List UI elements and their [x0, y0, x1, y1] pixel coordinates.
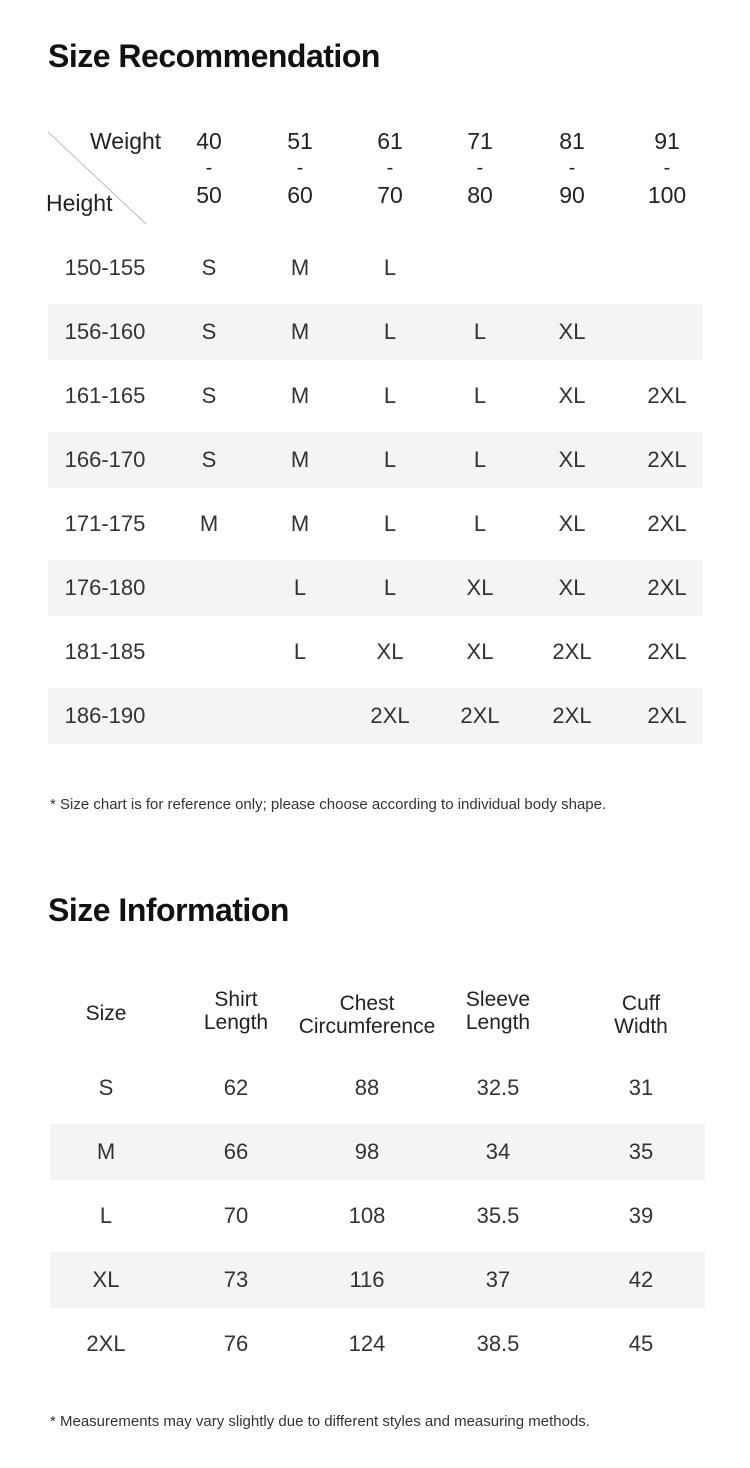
measurement-cell: 116 — [349, 1267, 385, 1292]
size-cell: 2XL — [370, 703, 410, 728]
size-cell: 2XL — [460, 703, 500, 728]
info-header-row — [50, 980, 705, 1060]
measurement-cell: 38.5 — [476, 1331, 520, 1356]
measurement-cell: 108 — [348, 1203, 386, 1228]
size-information-title: Size Information — [48, 892, 289, 928]
size-cell: L — [383, 319, 397, 344]
weight-range-to: 70 — [377, 182, 403, 208]
size-cell — [164, 688, 254, 744]
size-cell: 2XL — [552, 703, 592, 728]
size-label-cell: 2XL — [86, 1331, 126, 1356]
rec-row — [48, 432, 703, 488]
weight-range-dash: - — [476, 157, 484, 179]
header-size — [50, 1002, 162, 1025]
weight-range-header — [265, 128, 335, 209]
measurement-cell: 62 — [223, 1075, 249, 1100]
measurement-cell: 76 — [223, 1331, 249, 1356]
size-cell: XL — [558, 575, 586, 600]
rec-row — [48, 368, 703, 424]
size-cell: XL — [558, 447, 586, 472]
measurement-cell: 98 — [354, 1139, 380, 1164]
size-cell — [435, 240, 525, 296]
size-cell: S — [201, 383, 217, 408]
weight-label: Weight — [90, 128, 162, 154]
rec-row — [48, 496, 703, 552]
rec-row — [48, 624, 703, 680]
measurement-cell: 70 — [223, 1203, 249, 1228]
height-range-cell: 150-155 — [64, 255, 146, 280]
rec-row — [48, 240, 703, 296]
measurement-cell: 31 — [628, 1075, 654, 1100]
weight-range-to: 90 — [559, 182, 585, 208]
header-line: Length — [465, 1011, 531, 1034]
info-row — [50, 1060, 705, 1116]
reference-note: * Size chart is for reference only; please choose according to individual body shape. — [50, 796, 607, 813]
size-cell: 2XL — [647, 383, 687, 408]
weight-range-from: 81 — [559, 128, 585, 154]
measurement-cell: 73 — [223, 1267, 249, 1292]
size-cell: 2XL — [552, 639, 592, 664]
size-recommendation-table — [48, 120, 703, 752]
rec-row — [48, 560, 703, 616]
size-cell: L — [473, 383, 487, 408]
weight-range-dash: - — [296, 157, 304, 179]
measurement-cell: 35 — [628, 1139, 654, 1164]
size-cell: M — [290, 255, 310, 280]
header-sleeve-length — [442, 988, 554, 1034]
size-cell: XL — [466, 575, 494, 600]
measurement-cell: 124 — [348, 1331, 386, 1356]
height-range-cell: 166-170 — [64, 447, 146, 472]
weight-range-to: 80 — [467, 182, 493, 208]
height-range-cell: 171-175 — [64, 511, 146, 536]
rec-table-body — [48, 240, 703, 744]
size-cell: L — [383, 447, 397, 472]
header-shirt-length — [180, 988, 292, 1034]
measurement-cell: 39 — [628, 1203, 654, 1228]
weight-range-header — [174, 128, 244, 209]
weight-range-to: 100 — [647, 182, 687, 208]
size-cell — [527, 240, 617, 296]
size-cell: L — [473, 319, 487, 344]
size-cell: L — [293, 639, 307, 664]
height-range-cell: 186-190 — [64, 703, 146, 728]
size-cell: 2XL — [647, 703, 687, 728]
weight-range-from: 40 — [196, 128, 222, 154]
weight-range-from: 61 — [377, 128, 403, 154]
weight-range-dash: - — [568, 157, 576, 179]
measurement-cell: 42 — [628, 1267, 654, 1292]
measurement-cell: 88 — [354, 1075, 380, 1100]
info-row — [50, 1188, 705, 1244]
info-row — [50, 1252, 705, 1308]
size-cell: M — [199, 511, 219, 536]
info-row — [50, 1124, 705, 1180]
size-cell: L — [383, 255, 397, 280]
size-label-cell: XL — [92, 1267, 120, 1292]
weight-range-to: 50 — [196, 182, 222, 208]
size-cell: XL — [558, 319, 586, 344]
weight-range-header — [445, 128, 515, 209]
header-line: Shirt — [214, 988, 258, 1011]
info-row — [50, 1316, 705, 1372]
size-cell: L — [383, 575, 397, 600]
size-cell: S — [201, 255, 217, 280]
height-range-cell: 181-185 — [64, 639, 146, 664]
weight-range-to: 60 — [287, 182, 313, 208]
size-cell: 2XL — [647, 575, 687, 600]
weight-range-dash: - — [663, 157, 671, 179]
size-cell: L — [383, 383, 397, 408]
measurement-note: * Measurements may vary slightly due to different styles and measuring methods. — [50, 1413, 590, 1430]
size-cell: 2XL — [647, 639, 687, 664]
size-cell: 2XL — [647, 511, 687, 536]
size-cell: L — [473, 511, 487, 536]
weight-range-header — [355, 128, 425, 209]
weight-range-header — [537, 128, 607, 209]
size-cell — [255, 688, 345, 744]
header-line: Length — [203, 1011, 269, 1034]
rec-header-row — [48, 120, 703, 240]
weight-range-header — [632, 128, 702, 209]
height-range-cell: 156-160 — [64, 319, 146, 344]
measurement-cell: 66 — [223, 1139, 249, 1164]
height-label: Height — [46, 190, 113, 216]
height-range-cell: 176-180 — [64, 575, 146, 600]
size-cell: S — [201, 447, 217, 472]
size-information-table — [50, 980, 705, 1380]
weight-range-dash: - — [205, 157, 213, 179]
measurement-cell: 37 — [485, 1267, 511, 1292]
size-cell: XL — [466, 639, 494, 664]
size-cell — [622, 304, 712, 360]
measurement-cell: 45 — [628, 1331, 654, 1356]
size-cell: M — [290, 383, 310, 408]
size-label-cell: S — [98, 1075, 114, 1100]
size-cell: M — [290, 319, 310, 344]
size-cell — [164, 624, 254, 680]
header-chest-circumference — [294, 992, 440, 1038]
header-line: Chest — [339, 992, 395, 1015]
size-label-cell: L — [99, 1203, 113, 1228]
weight-range-dash: - — [386, 157, 394, 179]
header-line: Sleeve — [465, 988, 531, 1011]
size-cell — [164, 560, 254, 616]
size-cell — [622, 240, 712, 296]
rec-row — [48, 304, 703, 360]
weight-range-from: 91 — [654, 128, 680, 154]
size-cell: S — [201, 319, 217, 344]
measurement-cell: 35.5 — [476, 1203, 520, 1228]
size-cell: L — [293, 575, 307, 600]
size-cell: M — [290, 447, 310, 472]
size-cell: L — [473, 447, 487, 472]
size-recommendation-title: Size Recommendation — [48, 38, 380, 74]
rec-row — [48, 688, 703, 744]
header-line: Cuff — [621, 992, 661, 1015]
weight-range-from: 51 — [287, 128, 313, 154]
weight-range-from: 71 — [467, 128, 493, 154]
header-line: Width — [614, 1015, 668, 1038]
size-cell: M — [290, 511, 310, 536]
header-cuff-width — [585, 992, 697, 1038]
header-line: Size — [85, 1002, 127, 1025]
size-cell: XL — [376, 639, 404, 664]
size-cell: 2XL — [647, 447, 687, 472]
info-table-body — [50, 1060, 705, 1372]
height-range-cell: 161-165 — [64, 383, 146, 408]
measurement-cell: 34 — [485, 1139, 511, 1164]
size-label-cell: M — [96, 1139, 116, 1164]
size-cell: XL — [558, 383, 586, 408]
size-cell: XL — [558, 511, 586, 536]
measurement-cell: 32.5 — [476, 1075, 520, 1100]
size-cell: L — [383, 511, 397, 536]
header-line: Circumference — [298, 1015, 436, 1038]
